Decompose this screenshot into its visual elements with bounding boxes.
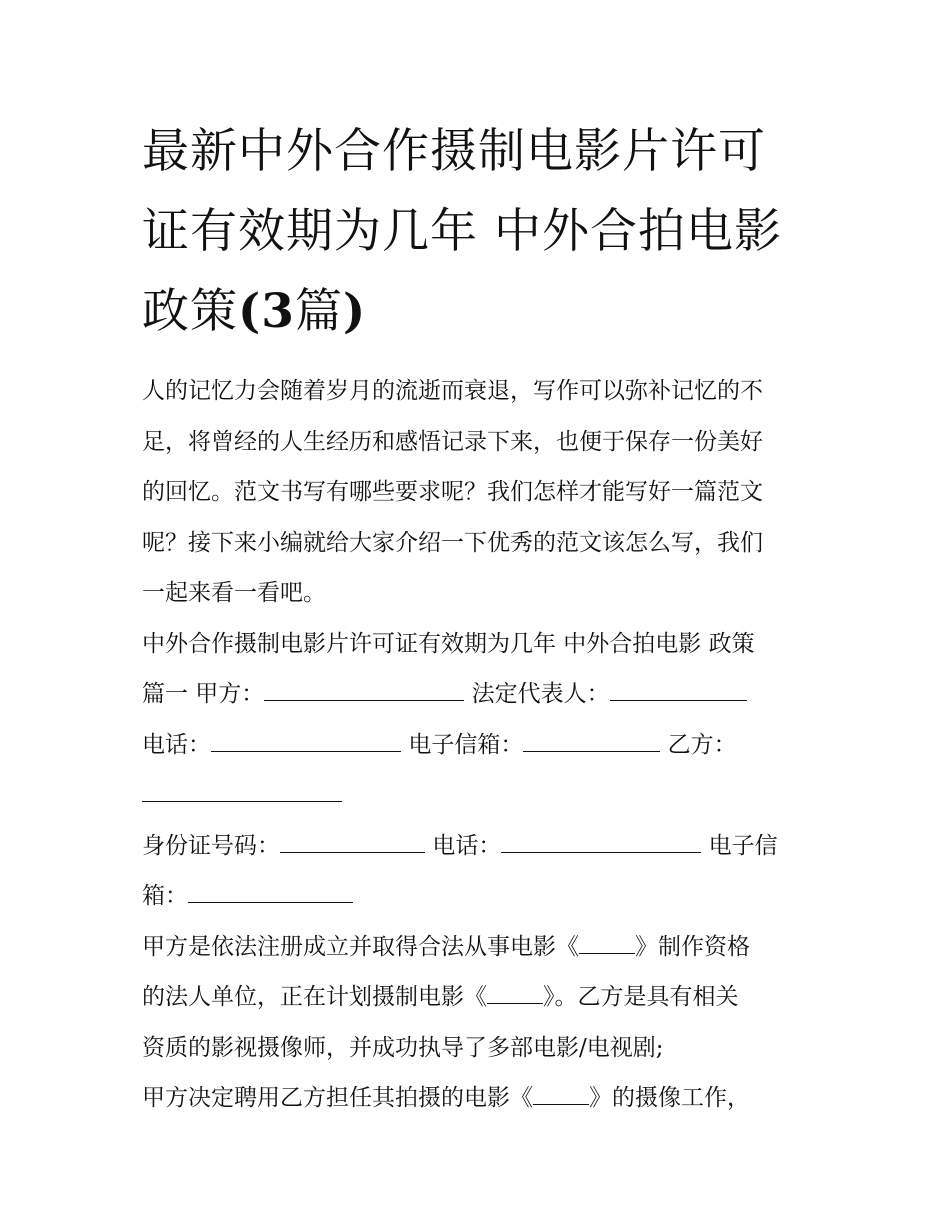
clause-1-line-1-text-b: 》制作资格	[635, 933, 750, 960]
clause-2-line-1-text-a: 甲方决定聘用乙方担任其拍摄的电影《	[142, 1085, 533, 1111]
film-name-blank-3	[533, 1103, 589, 1105]
email-a-blank	[523, 750, 660, 752]
phone-b-label: 电话：	[432, 832, 502, 859]
id-line	[142, 821, 814, 872]
clause-2-line-1-text-b: 》的摄像工作，	[589, 1085, 750, 1111]
email-b-label-part2: 箱：	[142, 883, 188, 909]
party-a-blank	[264, 699, 464, 701]
intro-line-2: 足，将曾经的人生经历和感悟记录下来，也便于保存一份美好	[142, 428, 763, 455]
title-line-3-text: 政策	[142, 284, 238, 339]
title-line-2: 证有效期为几年 中外合拍电影	[142, 204, 782, 259]
document-title	[142, 112, 814, 352]
email-b-blank	[188, 901, 353, 903]
clause-1-line-2-text-b: 》。乙方是具有相关	[543, 984, 739, 1010]
film-name-blank-1	[579, 952, 635, 954]
intro-line-3: 的回忆。范文书写有哪些要求呢？我们怎样才能写好一篇范文	[142, 479, 763, 505]
title-line-3	[142, 272, 814, 352]
phone-b-blank	[501, 851, 701, 853]
phone-a-label: 电话：	[142, 731, 211, 758]
clause-1-line-2-text-a: 的法人单位，正在计划摄制电影《	[142, 984, 487, 1010]
title-count-unit: 篇	[294, 284, 343, 339]
intro-line-1: 人的记忆力会随着岁月的流逝而衰退，写作可以弥补记忆的不	[142, 378, 763, 404]
party-a-line	[142, 669, 814, 720]
film-name-blank-2	[487, 1002, 543, 1004]
title-count-open: (3	[238, 284, 295, 339]
intro-line-4: 呢？接下来小编就给大家介绍一下优秀的范文该怎么写，我们	[142, 529, 763, 556]
intro-line-5: 一起来看一看吧。	[142, 580, 326, 606]
party-b-blank-line	[142, 770, 814, 821]
id-number-label: 身份证号码：	[142, 832, 280, 859]
party-b-label: 乙方：	[667, 731, 737, 758]
clause-1-line-2	[142, 972, 814, 1023]
clause-1-line-3: 资质的影视摄像师，并成功执导了多部电影/电视剧;	[142, 1034, 664, 1061]
contact-a-line	[142, 720, 814, 771]
party-b-blank	[142, 800, 342, 802]
title-line-1: 最新中外合作摄制电影片许可	[142, 124, 766, 179]
clause-2-line-1	[142, 1073, 814, 1124]
legal-rep-label: 法定代表人：	[471, 681, 610, 707]
email-b-line	[142, 871, 814, 922]
email-a-label: 电子信箱：	[408, 731, 524, 758]
title-count-close: )	[342, 284, 367, 339]
email-b-label-part1: 电子信	[708, 832, 778, 859]
party-a-label: 篇一 甲方：	[142, 681, 265, 707]
clause-1-line-1	[142, 922, 814, 973]
document-page	[142, 112, 814, 1124]
phone-a-blank	[211, 750, 401, 752]
clause-1-line-1-text-a: 甲方是依法注册成立并取得合法从事电影《	[142, 933, 579, 960]
section-heading: 中外合作摄制电影片许可证有效期为几年 中外合拍电影 政策	[142, 630, 755, 657]
id-number-blank	[280, 851, 425, 853]
legal-rep-blank	[610, 699, 747, 701]
document-body	[142, 366, 814, 1124]
